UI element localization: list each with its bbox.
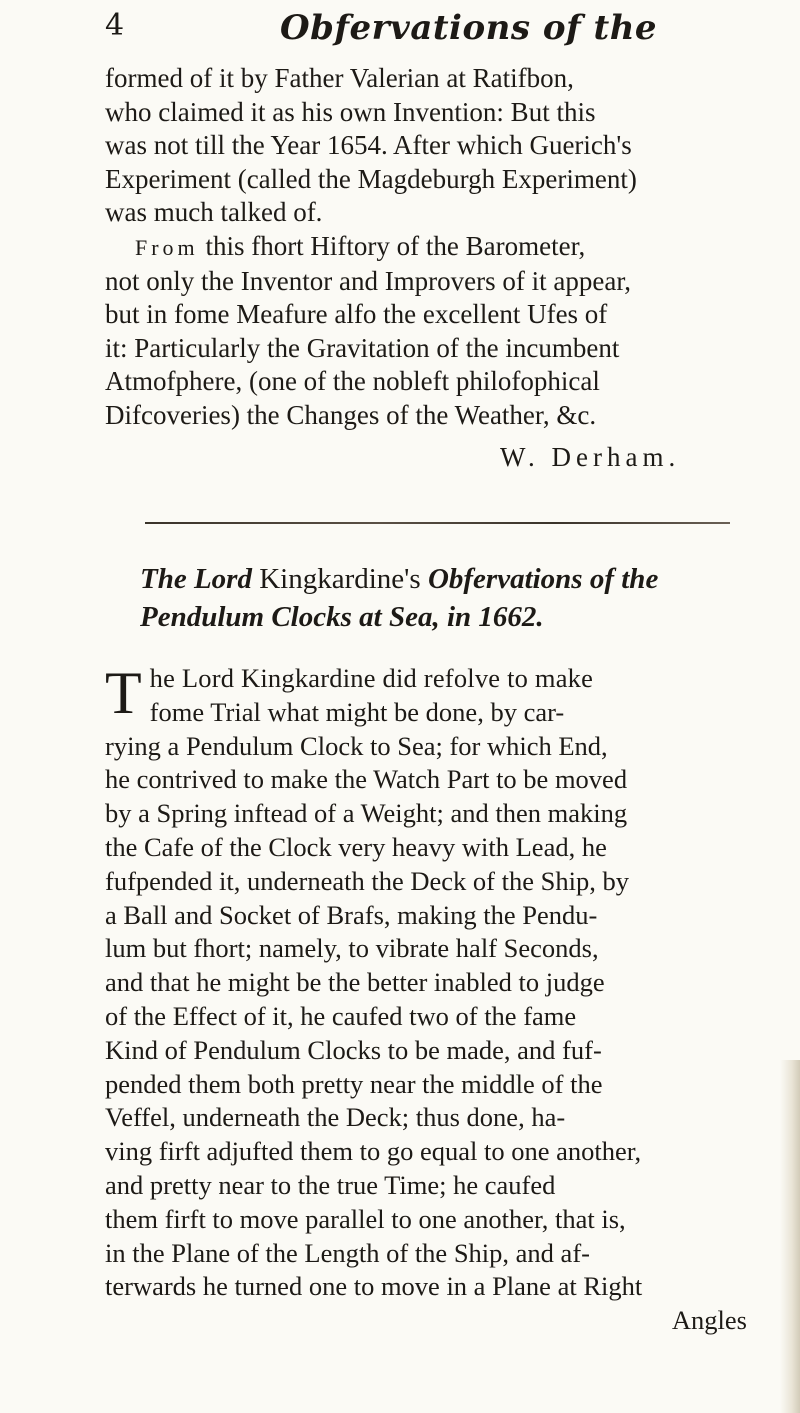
paragraph-lead-word: From [135, 235, 199, 260]
text-line: Kind of Pendulum Clocks to be made, and fuf- [105, 1034, 602, 1065]
text-line: not only the Inventor and Improvers of it appear, [105, 265, 632, 296]
section-title-line: Pendulum Clocks at Sea, in 1662. [140, 601, 544, 633]
section-title-line [140, 560, 750, 598]
section-title-rest: Obfervations of the [427, 563, 659, 595]
text-line: he Lord Kingkardine did refolve to make [149, 663, 594, 693]
section-title-lead: The Lord [140, 563, 252, 595]
section-title [140, 560, 750, 636]
section-body [105, 662, 753, 1338]
text-line: Difcoveries) the Changes of the Weather, &c. [105, 399, 597, 430]
author-signature: W. Derham. [500, 442, 681, 472]
text-line: ving firft adjufted them to go equal to one another, [105, 1136, 642, 1167]
text-line: who claimed it as his own Invention: But this [105, 96, 596, 127]
text-line: formed of it by Father Valerian at Ratifbon, [105, 63, 574, 93]
drop-cap: T [105, 660, 142, 726]
text-line: and pretty near to the true Time; he caufed [105, 1169, 556, 1200]
text-line: fome Trial what might be done, by car- [149, 696, 565, 727]
text-line [105, 230, 753, 265]
text-line: fufpended it, underneath the Deck of the Ship, by [105, 865, 629, 896]
text-line: the Cafe of the Clock very heavy with Lead, he [105, 831, 607, 862]
text-line: terwards he turned one to move in a Plane at Right [105, 1271, 643, 1302]
running-head: Obfervations of the [280, 8, 658, 48]
text-line: by a Spring inftead of a Weight; and then making [105, 798, 628, 829]
text-line: was much talked of. [105, 197, 323, 227]
text-line: in the Plane of the Length of the Ship, and af- [105, 1237, 590, 1268]
text-line: and that he might be the better inabled to judge [105, 967, 605, 998]
paragraph-barometer-summary [105, 230, 753, 432]
section-divider-rule [145, 522, 730, 524]
text-line: of the Effect of it, he caufed two of the fame [105, 1000, 577, 1031]
catchword: Angles [671, 1305, 747, 1336]
text-line: he contrived to make the Watch Part to be moved [105, 764, 628, 795]
text-line: a Ball and Socket of Brafs, making the Pendu- [105, 899, 598, 930]
paragraph-continuation [105, 62, 753, 230]
page-header [105, 8, 745, 58]
text-line: pended them both pretty near the middle of the [105, 1068, 603, 1099]
text-line: but in fome Meafure alfo the excellent Ufes of [105, 299, 608, 329]
text-line: rying a Pendulum Clock to Sea; for which End, [105, 730, 608, 761]
text-line: was not till the Year 1654. After which Guerich's [105, 130, 632, 160]
text-line: Veffel, underneath the Deck; thus done, ha- [105, 1102, 566, 1133]
text-line: Atmofphere, (one of the nobleft philofophical [105, 366, 600, 396]
text-line: them firft to move parallel to one another, that is, [105, 1203, 626, 1234]
text-line: Experiment (called the Magdeburgh Experiment) [105, 163, 637, 194]
text-line: lum but fhort; namely, to vibrate half Seconds, [105, 933, 599, 964]
text-line: it: Particularly the Gravitation of the incumbent [105, 332, 620, 363]
page-edge-shadow [780, 1060, 800, 1413]
section-title-name: Kingkardine's [259, 563, 421, 595]
page-number: 4 [105, 8, 125, 43]
text-line-rest: this fhort Hiftory of the Barometer, [205, 231, 586, 261]
